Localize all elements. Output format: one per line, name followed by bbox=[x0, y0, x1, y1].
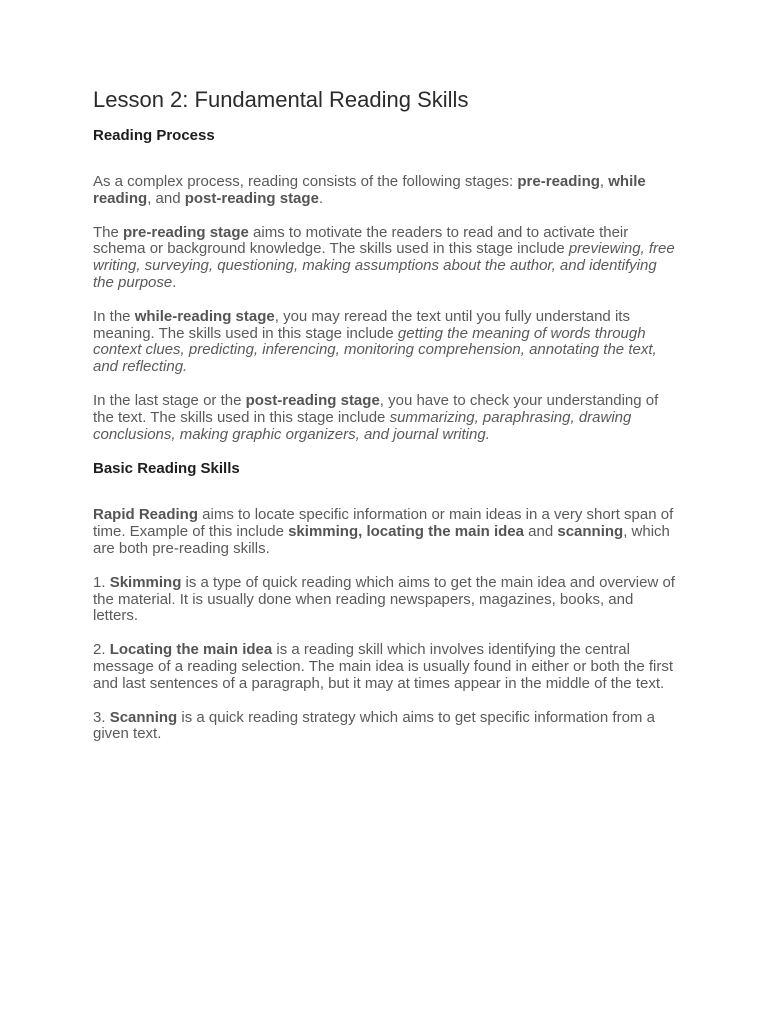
list-number: 2. bbox=[93, 641, 110, 659]
text-run: is a type of quick reading which aims to get the main idea and overview of the material. It is usually done when reading newspapers, magazines, books, and letters. bbox=[93, 573, 675, 625]
paragraph-rapid-reading bbox=[93, 507, 679, 557]
text-run: , and bbox=[147, 189, 185, 207]
text-run: is a reading skill which involves identifying the central message of a reading selection. The main idea is usually found in either or both the first and last sentences of a paragraph, but it may at times appear in the middle of the text. bbox=[93, 641, 674, 692]
text-run: . bbox=[318, 189, 324, 207]
list-item-locating-main-idea bbox=[93, 642, 679, 692]
italic-skill-list: previewing, free writing, surveying, questioning, making assumptions about the author, and identifying the purpose bbox=[93, 240, 675, 291]
text-run: , which are both pre-reading skills. bbox=[93, 523, 670, 557]
text-run: is a quick reading strategy which aims to get specific information from a given text. bbox=[93, 708, 655, 743]
bold-term-while-reading: while reading bbox=[93, 173, 646, 207]
text-run: . bbox=[172, 273, 177, 291]
bold-term-pre-reading-stage: pre-reading stage bbox=[123, 223, 249, 241]
list-number: 3. bbox=[93, 708, 110, 726]
text-run: The bbox=[93, 223, 124, 241]
bold-term-pre-reading: pre-reading bbox=[517, 173, 600, 190]
bold-term-scanning: scanning bbox=[557, 523, 624, 541]
paragraph-post-reading-stage bbox=[93, 393, 679, 443]
paragraph-stages-intro bbox=[93, 174, 679, 208]
italic-skill-list: summarizing, paraphrasing, drawing conclusions, making graphic organizers, and journal writing. bbox=[93, 408, 632, 443]
text-run: and bbox=[523, 523, 558, 541]
list-item-skimming bbox=[93, 575, 679, 625]
bold-term-post-reading: post-reading stage bbox=[184, 189, 319, 207]
italic-skill-list: getting the meaning of words through context clues, predicting, inferencing, monitoring comprehension, annotating the text, and reflecting. bbox=[93, 324, 657, 376]
text-run: , you have to check your understanding of the text. The skills used in this stage include bbox=[93, 391, 659, 426]
section-heading-reading-process: Reading Process bbox=[93, 127, 215, 144]
bold-term-post-reading-stage: post-reading stage bbox=[245, 391, 380, 409]
bold-term-locating-main-idea: Locating the main idea bbox=[109, 641, 273, 659]
bold-term-rapid-reading: Rapid Reading bbox=[93, 506, 199, 524]
text-run: aims to locate specific information or main ideas in a very short span of time. Example of this include bbox=[93, 506, 674, 541]
text-run: aims to motivate the readers to read and to activate their schema or background knowledge. The skills used in this stage include bbox=[93, 223, 629, 258]
page-title: Lesson 2: Fundamental Reading Skills bbox=[93, 87, 469, 112]
text-run: In the bbox=[93, 307, 135, 325]
bold-term-skimming: Skimming bbox=[109, 573, 182, 591]
text-run: As a complex process, reading consists of the following stages: bbox=[93, 173, 518, 190]
document-body bbox=[93, 86, 679, 760]
list-item-scanning bbox=[93, 710, 679, 744]
bold-term-while-reading-stage: while-reading stage bbox=[134, 307, 275, 325]
list-number: 1. bbox=[93, 573, 110, 591]
paragraph-pre-reading-stage bbox=[93, 225, 679, 292]
text-run: , bbox=[599, 173, 609, 190]
text-run: , you may reread the text until you fully understand its meaning. The skills used in this stage include bbox=[93, 307, 630, 342]
bold-term-scanning-item: Scanning bbox=[109, 708, 178, 726]
bold-term-skimming-locating: skimming, locating the main idea bbox=[288, 523, 524, 541]
paragraph-while-reading-stage bbox=[93, 309, 679, 376]
section-heading-basic-reading-skills: Basic Reading Skills bbox=[93, 460, 240, 478]
text-run: In the last stage or the bbox=[93, 391, 246, 409]
